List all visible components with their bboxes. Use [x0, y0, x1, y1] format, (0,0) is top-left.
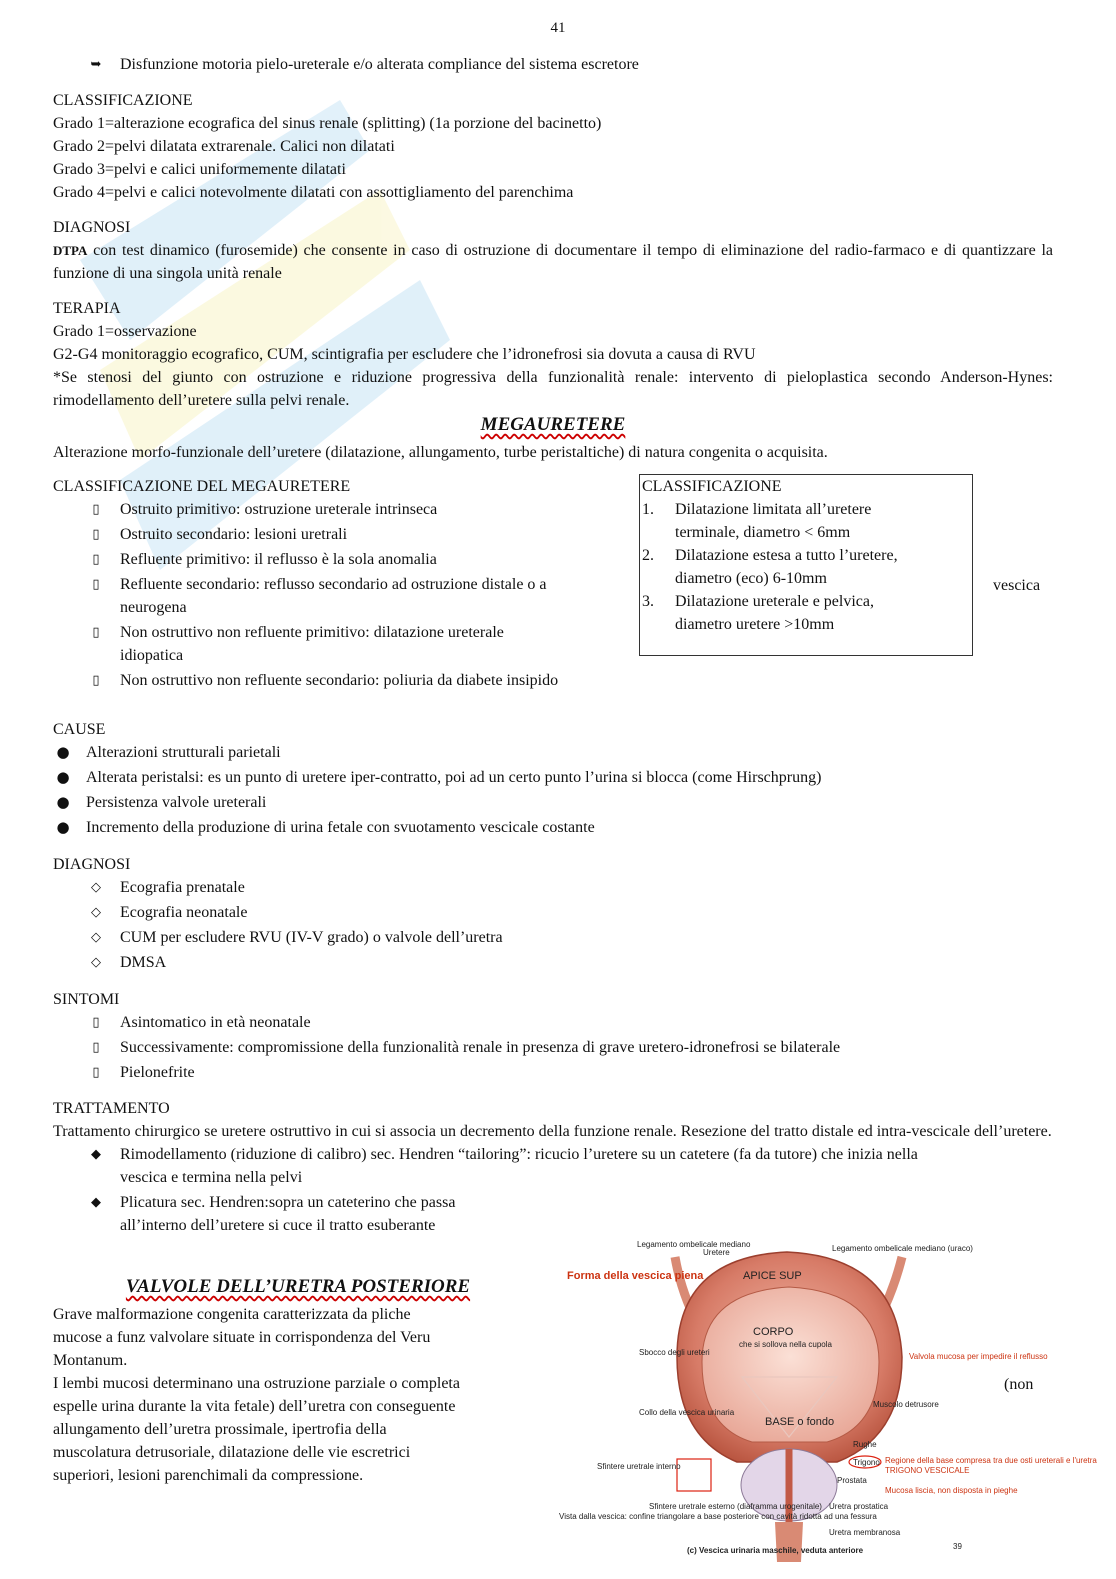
classificazione-heading: CLASSIFICAZIONE: [53, 92, 193, 109]
valvole-title: VALVOLE DELL’URETRA POSTERIORE: [125, 1276, 471, 1297]
diamond-bullet-icon: ◇: [91, 930, 101, 945]
diagnosi-heading: DIAGNOSI: [53, 219, 131, 236]
box-heading: CLASSIFICAZIONE: [642, 478, 782, 495]
megauretere-class-heading: CLASSIFICAZIONE DEL MEGAURETERE: [53, 478, 351, 495]
list-item: ◆ Plicatura sec. Hendren:sopra un cateterino che passa all’interno dell’uretere si cuce il tratto esuberante: [53, 1191, 1053, 1237]
terapia-line: Grado 1=osservazione: [53, 323, 197, 340]
terapia-section: [53, 297, 1053, 412]
diagnosi-heading: DIAGNOSI: [53, 856, 131, 873]
square-bullet-icon: ▯: [92, 552, 100, 567]
dot-bullet-icon: ●: [56, 818, 70, 836]
figure-caption: (c) Vescica urinaria maschile, veduta anteriore: [687, 1546, 864, 1555]
list-item: ▯ Non ostruttivo non refluente primitivo: dilatazione ureterale idiopatica: [53, 621, 643, 667]
megauretere-definition: Alterazione morfo-funzionale dell’uretere (dilatazione, allungamento, turbe peristaltiche) di natura congenita o acquisita.: [53, 444, 828, 461]
list-item: ◇ DMSA: [53, 951, 1053, 974]
figure-title: Forma della vescica piena: [567, 1270, 704, 1282]
list-item: ● Persistenza valvole ureterali: [53, 791, 1053, 814]
list-item: ▯ Pielonefrite: [53, 1061, 1053, 1084]
page-number: 41: [550, 20, 566, 36]
intro-bullet: ➥ Disfunzione motoria pielo-ureterale e/o alterata compliance del sistema escretore: [53, 53, 1053, 76]
terapia-heading: TERAPIA: [53, 300, 121, 317]
list-item: ◆ Rimodellamento (riduzione di calibro) sec. Hendren “tailoring”: ricucio l’uretere su un catetere (fa da tutore) che inizia nella vescica e termina nella pelvi: [53, 1143, 1053, 1189]
diamond-bullet-icon: ◇: [91, 880, 101, 895]
list-item: ▯ Refluente secondario: reflusso secondario ad ostruzione distale o a neurogena: [53, 573, 643, 619]
figure-label: Sfintere uretrale interno: [597, 1462, 681, 1471]
figure-label: Collo della vescica urinaria: [639, 1408, 735, 1417]
list-item: ▯ Ostruito primitivo: ostruzione ureterale intrinseca: [53, 498, 643, 521]
list-item: ▯ Asintomatico in età neonatale: [53, 1011, 1053, 1034]
list-item: ▯ Refluente primitivo: il reflusso è la sola anomalia: [53, 548, 643, 571]
terapia-line: G2-G4 monitoraggio ecografico, CUM, scintigrafia per escludere che l’idronefrosi sia dovuta a causa di RVU: [53, 346, 756, 363]
trattamento-section: [53, 1097, 1053, 1239]
square-bullet-icon: ▯: [92, 577, 100, 592]
megauretere-title: MEGAURETERE: [480, 414, 626, 435]
figure-label: Regione della base compresa tra due osti ureterali e l'uretra: [885, 1456, 1097, 1465]
diamond-bullet-icon: ◇: [91, 905, 101, 920]
bladder-figure: [557, 1237, 1097, 1567]
diamond-filled-bullet-icon: ◆: [91, 1195, 101, 1210]
trattamento-heading: TRATTAMENTO: [53, 1100, 170, 1117]
list-item: ● Incremento della produzione di urina fetale con svuotamento vescicale costante: [53, 816, 1053, 839]
dot-bullet-icon: ●: [56, 793, 70, 811]
list-item: ◇ Ecografia neonatale: [53, 901, 1053, 924]
overflow-word: vescica: [993, 577, 1041, 594]
classification-box: [639, 474, 973, 656]
diamond-filled-bullet-icon: ◆: [91, 1147, 101, 1162]
overflow-word: (non: [1004, 1376, 1034, 1393]
figure-label: BASE o fondo: [765, 1416, 835, 1428]
square-bullet-icon: ▯: [92, 1015, 100, 1030]
cause-section: [53, 718, 1053, 841]
figure-label: Trigono: [853, 1458, 880, 1467]
figure-label: APICE SUP: [743, 1270, 802, 1282]
valvole-text: Grave malformazione congenita caratterizzata da pliche mucose a funz valvolare situate in corrispondenza del Veru Montanum. I lembi mucosi determinano una ostruzione parziale o completa espelle urina durante la vita fetale) dell’uretra con conseguente allungamento dell’uretra prossimale, ipertrofia della muscolatura detrusoriale, dilatazione delle vie escretrici superiori, lesioni parenchimali da compressione.: [53, 1306, 460, 1484]
figure-label: che si sollova nella cupola: [739, 1340, 832, 1349]
grado-line: Grado 3=pelvi e calici uniformemente dilatati: [53, 161, 346, 178]
figure-label: Uretere: [703, 1248, 730, 1257]
square-bullet-icon: ▯: [92, 1065, 100, 1080]
terapia-line: *Se stenosi del giunto con ostruzione e riduzione progressiva della funzionalità renale: intervento di pieloplastica secondo Anderson-Hynes: rimodellamento dell’uretere sulla pelvi renale.: [53, 369, 1053, 409]
list-item: 3. Dilatazione ureterale e pelvica, diametro uretere >10mm: [642, 593, 874, 633]
grado-line: Grado 4=pelvi e calici notevolmente dilatati con assottigliamento del parenchima: [53, 184, 574, 201]
classificazione-section: [53, 89, 1053, 204]
square-bullet-icon: ▯: [92, 1040, 100, 1055]
figure-label: TRIGONO VESCICALE: [885, 1466, 970, 1475]
list-item: 1. Dilatazione limitata all’uretere terminale, diametro < 6mm: [642, 501, 872, 541]
megauretere-classification: [53, 475, 643, 694]
grado-line: Grado 1=alterazione ecografica del sinus renale (splitting) (1a porzione del bacinetto): [53, 115, 602, 132]
square-bullet-icon: ▯: [92, 527, 100, 542]
figure-label: Muscolo detrusore: [873, 1400, 939, 1409]
list-item: ◇ Ecografia prenatale: [53, 876, 1053, 899]
list-item: ▯ Successivamente: compromissione della funzionalità renale in presenza di grave uretero-idronefrosi se bilaterale: [53, 1036, 1053, 1059]
figure-label: Sbocco degli ureteri: [639, 1348, 710, 1357]
diamond-bullet-icon: ◇: [91, 955, 101, 970]
square-bullet-icon: ▯: [92, 502, 100, 517]
figure-label: Legamento ombelicale mediano: [637, 1240, 751, 1249]
figure-label: Uretra prostatica: [829, 1502, 889, 1511]
trattamento-text: Trattamento chirurgico se uretere ostruttivo in cui si associa un decremento della funzione renale. Resezione del tratto distale ed intra-vescicale dell’uretere.: [53, 1123, 1052, 1140]
sintomi-section: [53, 988, 1053, 1086]
square-bullet-icon: ▯: [92, 673, 100, 688]
cause-heading: CAUSE: [53, 721, 106, 738]
figure-number: 39: [953, 1542, 962, 1551]
grado-line: Grado 2=pelvi dilatata extrarenale. Calici non dilatati: [53, 138, 395, 155]
list-item: 2. Dilatazione estesa a tutto l’uretere, diametro (eco) 6-10mm: [642, 547, 898, 587]
figure-label: Vista dalla vescica: confine triangolare a base posteriore con cavità ridotta ad una fessura: [559, 1512, 877, 1521]
figure-label: Valvola mucosa per impedire il reflusso: [909, 1352, 1048, 1361]
dot-bullet-icon: ●: [56, 768, 70, 786]
list-item: ◇ CUM per escludere RVU (IV-V grado) o valvole dell’uretra: [53, 926, 1053, 949]
list-item: ● Alterata peristalsi: es un punto di uretere iper-contratto, poi ad un certo punto l’urina si blocca (come Hirschprung): [53, 766, 1053, 789]
figure-label: Sfintere uretrale esterno (diaframma urogenitale): [649, 1502, 822, 1511]
diagnosi-megauretere-section: [53, 853, 1053, 976]
list-item: ▯ Ostruito secondario: lesioni uretrali: [53, 523, 643, 546]
figure-label: Mucosa liscia, non disposta in pieghe: [885, 1486, 1018, 1495]
diagnosi-text: DTPA con test dinamico (furosemide) che consente in caso di ostruzione di documentare il tempo di eliminazione del radio-farmaco e di quantizzare la funzione di una singola unità renale: [53, 242, 1053, 282]
figure-label: CORPO: [753, 1326, 794, 1338]
list-item: ● Alterazioni strutturali parietali: [53, 741, 1053, 764]
sintomi-heading: SINTOMI: [53, 991, 120, 1008]
figure-label: Rughe: [853, 1440, 877, 1449]
list-item: ▯ Non ostruttivo non refluente secondario: poliuria da diabete insipido: [53, 669, 643, 692]
arrow-bullet-icon: ➥: [90, 57, 102, 72]
diagnosi-section: [53, 216, 1053, 285]
figure-label: Legamento ombelicale mediano (uraco): [832, 1244, 973, 1253]
figure-label: Prostata: [837, 1476, 867, 1485]
dot-bullet-icon: ●: [56, 743, 70, 761]
square-bullet-icon: ▯: [92, 625, 100, 640]
figure-label: Uretra membranosa: [829, 1528, 901, 1537]
